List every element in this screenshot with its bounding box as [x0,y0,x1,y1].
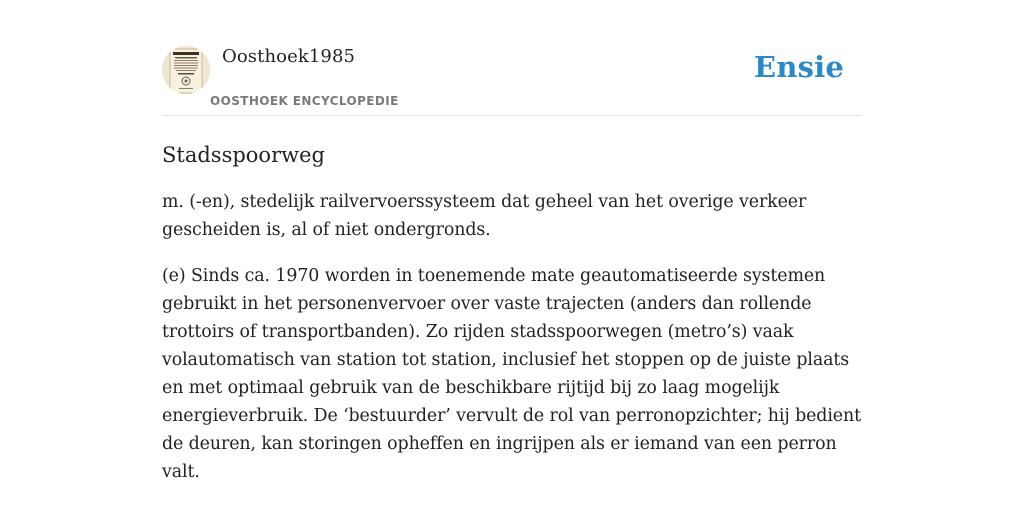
ensie-logo[interactable]: Ensie [754,50,844,84]
entry-title: Stadsspoorweg [162,143,325,167]
author-name[interactable]: Oosthoek1985 [222,46,356,67]
entry-explanation: (e) Sinds ca. 1970 worden in toenemende mate geautomatiseerde systemen gebruikt in het personenvervoer over vaste trajecten (anders dan rollende trottoirs of transportbanden). Zo rijden stadsspoorwegen (metro’s) vaak volautomatisch van station tot station, inclusief het stoppen op de juiste plaats en met optimaal gebruik van de beschikbare rijtijd bij zo laag mogelijk energieverbruik. De ‘bestuurder’ vervult de rol van perronopzichter; hij bedient de deuren, kan storingen opheffen en ingrijpen als er iemand van een perron valt. [162,266,861,482]
publisher-label[interactable]: OOSTHOEK ENCYCLOPEDIE [210,94,399,108]
entry-definition: m. (-en), stedelijk railvervoerssysteem dat geheel van het overige verkeer gescheiden is, al of niet ondergronds. [162,192,807,240]
author-avatar[interactable] [162,46,210,94]
entry-header [162,44,862,116]
encyclopedia-title-page-icon [162,46,210,94]
entry-card [162,44,862,486]
